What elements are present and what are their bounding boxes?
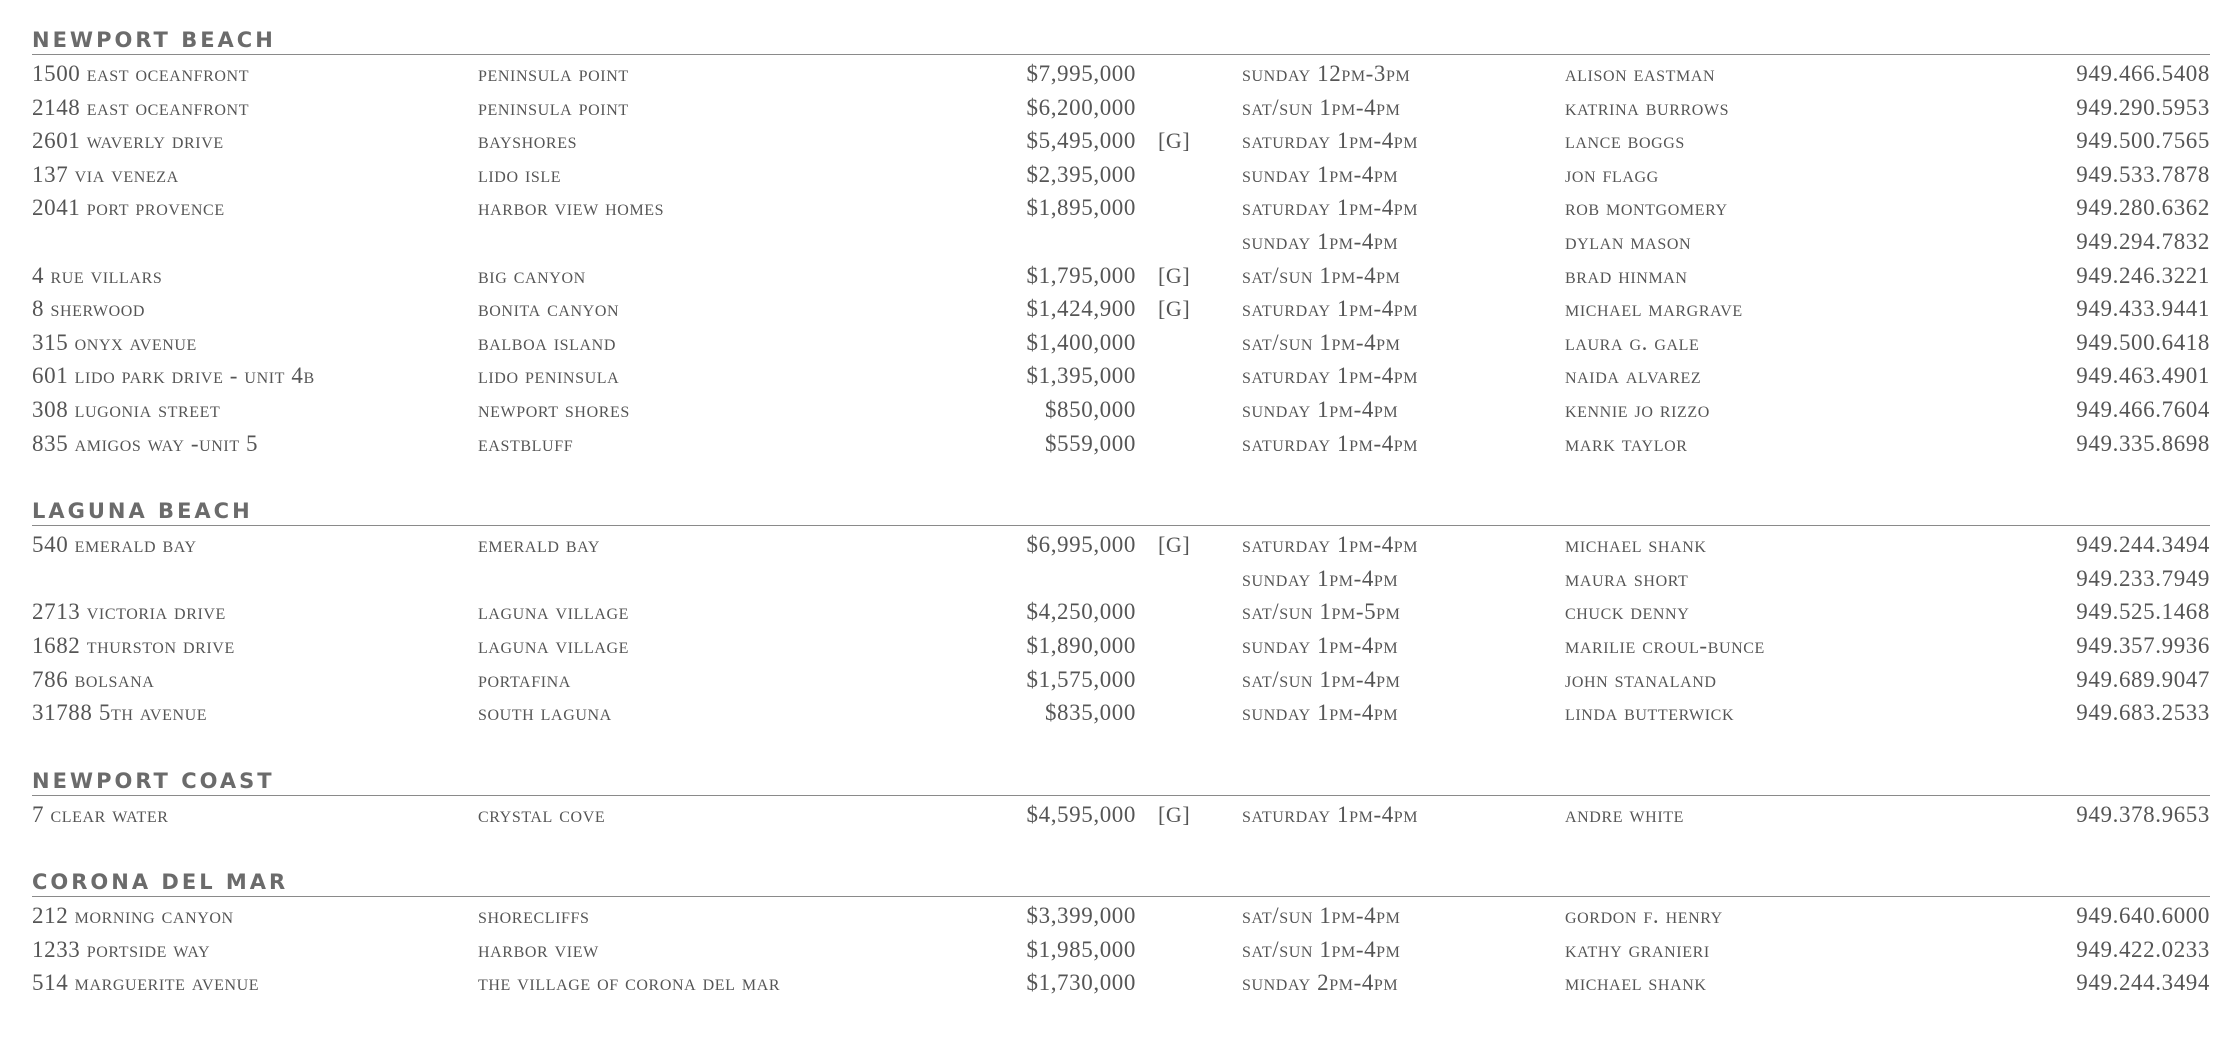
open-house-time: sat/sun 1pm-4pm [1242, 936, 1401, 962]
agent-phone: 949.525.1468 [2076, 599, 2210, 625]
listing-address: 2148 east oceanfront [32, 94, 250, 120]
listing-price: $4,595,000 [1026, 801, 1136, 827]
open-house-time: sat/sun 1pm-4pm [1242, 329, 1401, 355]
listing-area: lido isle [478, 161, 562, 187]
listing-row [32, 191, 2210, 225]
listing-address: 2713 victoria drive [32, 599, 226, 625]
listing-area: eastbluff [478, 430, 574, 456]
section-title: CORONA DEL MAR [32, 868, 2210, 897]
listing-area: bayshores [478, 128, 578, 154]
listing-row [32, 225, 2210, 259]
listing-area: crystal cove [478, 801, 606, 827]
listing-row [32, 292, 2210, 326]
agent-name: chuck denny [1565, 599, 1690, 625]
listing-price: $850,000 [1044, 396, 1136, 422]
listing-price: $6,200,000 [1026, 94, 1136, 120]
listing-area: lido peninsula [478, 363, 620, 389]
listing-row [32, 124, 2210, 158]
listing-address: 1682 thurston drive [32, 632, 235, 658]
listing-address: 308 lugonia street [32, 396, 221, 422]
listing-tag: [G] [1158, 801, 1191, 827]
listing-address: 31788 5th avenue [32, 700, 208, 726]
listing-address: 8 sherwood [32, 296, 146, 322]
open-house-time: saturday 1pm-4pm [1242, 128, 1419, 154]
agent-name: rob montgomery [1565, 195, 1728, 221]
listing-row [32, 966, 2210, 1000]
open-house-time: saturday 1pm-4pm [1242, 195, 1419, 221]
listing-address: 315 onyx avenue [32, 329, 197, 355]
listing-area: newport shores [478, 396, 630, 422]
listing-price: $1,795,000 [1026, 262, 1136, 288]
listing-row [32, 899, 2210, 933]
agent-phone: 949.280.6362 [2076, 195, 2210, 221]
agent-phone: 949.422.0233 [2076, 936, 2210, 962]
listing-area: bonita canyon [478, 296, 620, 322]
listing-area: portafina [478, 666, 571, 692]
listing-area: shorecliffs [478, 903, 590, 929]
open-house-time: saturday 1pm-4pm [1242, 532, 1419, 558]
agent-name: brad hinman [1565, 262, 1688, 288]
open-house-time: sat/sun 1pm-4pm [1242, 666, 1401, 692]
agent-phone: 949.290.5953 [2076, 94, 2210, 120]
open-house-time: sunday 12pm-3pm [1242, 61, 1411, 86]
section [32, 767, 2210, 832]
listing-row [32, 933, 2210, 967]
listing-price: $3,399,000 [1026, 903, 1136, 929]
agent-phone: 949.466.5408 [2076, 61, 2210, 86]
agent-name: katrina burrows [1565, 94, 1730, 120]
open-house-time: sat/sun 1pm-4pm [1242, 94, 1401, 120]
agent-name: dylan mason [1565, 228, 1692, 254]
listing-area: big canyon [478, 262, 586, 288]
listing-row [32, 427, 2210, 461]
open-house-time: sunday 1pm-4pm [1242, 700, 1399, 726]
agent-phone: 949.357.9936 [2076, 632, 2210, 658]
listing-price: $1,895,000 [1026, 195, 1136, 221]
listing-row [32, 595, 2210, 629]
open-house-time: sunday 1pm-4pm [1242, 632, 1399, 658]
listing-row [32, 158, 2210, 192]
listing-tag: [G] [1158, 262, 1191, 288]
listing-tag: [G] [1158, 532, 1191, 558]
section [32, 868, 2210, 1000]
open-house-time: sunday 1pm-4pm [1242, 161, 1399, 187]
listing-address: 514 marguerite avenue [32, 970, 260, 996]
listing-tag: [G] [1158, 296, 1191, 322]
agent-phone: 949.500.6418 [2076, 329, 2210, 355]
agent-name: andre white [1565, 801, 1684, 827]
agent-phone: 949.233.7949 [2076, 565, 2210, 591]
open-house-time: sunday 1pm-4pm [1242, 228, 1399, 254]
agent-phone: 949.683.2533 [2076, 700, 2210, 726]
listing-row [32, 57, 2210, 91]
listing-address: 2041 port provence [32, 195, 225, 221]
listing-row [32, 359, 2210, 393]
listing-price: $559,000 [1044, 430, 1136, 456]
listing-price: $1,985,000 [1026, 936, 1136, 962]
listing-area: laguna village [478, 599, 630, 625]
agent-name: laura g. gale [1565, 329, 1700, 355]
listing-price: $5,495,000 [1026, 128, 1136, 154]
listing-row [32, 91, 2210, 125]
open-house-time: saturday 1pm-4pm [1242, 296, 1419, 322]
listing-area: the village of corona del mar [478, 970, 781, 996]
section-title: NEWPORT BEACH [32, 26, 2210, 55]
agent-name: maura short [1565, 565, 1689, 591]
agent-name: mark taylor [1565, 430, 1688, 456]
agent-name: kennie jo rizzo [1565, 396, 1710, 422]
listing-row [32, 393, 2210, 427]
listing-price: $1,400,000 [1026, 329, 1136, 355]
agent-name: gordon f. henry [1565, 903, 1723, 929]
open-house-time: saturday 1pm-4pm [1242, 801, 1419, 827]
agent-name: naida alvarez [1565, 363, 1702, 389]
listing-price: $2,395,000 [1026, 161, 1136, 187]
listing-address: 786 bolsana [32, 666, 155, 692]
listing-row [32, 562, 2210, 596]
agent-phone: 949.500.7565 [2076, 128, 2210, 154]
listing-price: $6,995,000 [1026, 532, 1136, 558]
listing-row [32, 629, 2210, 663]
agent-name: alison eastman [1565, 61, 1716, 86]
listing-row [32, 663, 2210, 697]
agent-name: lance boggs [1565, 128, 1685, 154]
open-house-time: saturday 1pm-4pm [1242, 430, 1419, 456]
agent-phone: 949.244.3494 [2076, 970, 2210, 996]
agent-name: kathy granieri [1565, 936, 1710, 962]
agent-phone: 949.433.9441 [2076, 296, 2210, 322]
listing-address: 212 morning canyon [32, 903, 234, 929]
listing-price: $835,000 [1044, 700, 1136, 726]
listing-area: laguna village [478, 632, 630, 658]
agent-name: linda butterwick [1565, 700, 1735, 726]
section-title: LAGUNA BEACH [32, 497, 2210, 526]
listing-row [32, 528, 2210, 562]
section [32, 26, 2210, 460]
listing-row [32, 696, 2210, 730]
listing-row [32, 259, 2210, 293]
agent-name: michael margrave [1565, 296, 1743, 322]
agent-phone: 949.466.7604 [2076, 396, 2210, 422]
listing-row [32, 798, 2210, 832]
listing-price: $1,424,900 [1026, 296, 1136, 322]
agent-name: michael shank [1565, 532, 1707, 558]
listing-address: 4 rue villars [32, 262, 163, 288]
listing-price: $1,395,000 [1026, 363, 1136, 389]
listing-address: 2601 waverly drive [32, 128, 224, 154]
listing-area: harbor view [478, 936, 599, 962]
listing-price: $1,575,000 [1026, 666, 1136, 692]
listing-area: peninsula point [478, 61, 629, 86]
agent-phone: 949.294.7832 [2076, 228, 2210, 254]
agent-name: john stanaland [1565, 666, 1717, 692]
listing-area: south laguna [478, 700, 612, 726]
listing-area: balboa island [478, 329, 616, 355]
section-title: NEWPORT COAST [32, 767, 2210, 796]
agent-phone: 949.335.8698 [2076, 430, 2210, 456]
listing-address: 540 emerald bay [32, 532, 197, 558]
agent-phone: 949.533.7878 [2076, 161, 2210, 187]
listing-price: $1,730,000 [1026, 970, 1136, 996]
listing-row [32, 326, 2210, 360]
agent-phone: 949.378.9653 [2076, 801, 2210, 827]
open-house-time: sat/sun 1pm-4pm [1242, 903, 1401, 929]
agent-name: jon flagg [1565, 161, 1659, 187]
agent-phone: 949.246.3221 [2076, 262, 2210, 288]
section [32, 497, 2210, 730]
listing-area: peninsula point [478, 94, 629, 120]
agent-name: marilie croul-bunce [1565, 632, 1765, 658]
listing-address: 1500 east oceanfront [32, 61, 250, 86]
listing-address: 7 clear water [32, 801, 169, 827]
open-house-time: sunday 1pm-4pm [1242, 565, 1399, 591]
listing-area: emerald bay [478, 532, 600, 558]
open-house-time: sat/sun 1pm-5pm [1242, 599, 1401, 625]
listing-price: $4,250,000 [1026, 599, 1136, 625]
agent-phone: 949.689.9047 [2076, 666, 2210, 692]
listing-address: 1233 portside way [32, 936, 211, 962]
listing-price: $7,995,000 [1026, 61, 1136, 86]
listing-area: harbor view homes [478, 195, 665, 221]
agent-phone: 949.244.3494 [2076, 532, 2210, 558]
open-house-time: sunday 2pm-4pm [1242, 970, 1399, 996]
open-house-time: saturday 1pm-4pm [1242, 363, 1419, 389]
agent-phone: 949.463.4901 [2076, 363, 2210, 389]
listing-address: 835 amigos way -unit 5 [32, 430, 259, 456]
agent-name: michael shank [1565, 970, 1707, 996]
listing-address: 601 lido park drive - unit 4b [32, 363, 315, 389]
open-house-listings [32, 26, 2210, 1037]
listing-price: $1,890,000 [1026, 632, 1136, 658]
agent-phone: 949.640.6000 [2076, 903, 2210, 929]
listing-address: 137 via veneza [32, 161, 179, 187]
open-house-time: sunday 1pm-4pm [1242, 396, 1399, 422]
open-house-time: sat/sun 1pm-4pm [1242, 262, 1401, 288]
listing-tag: [G] [1158, 128, 1191, 154]
